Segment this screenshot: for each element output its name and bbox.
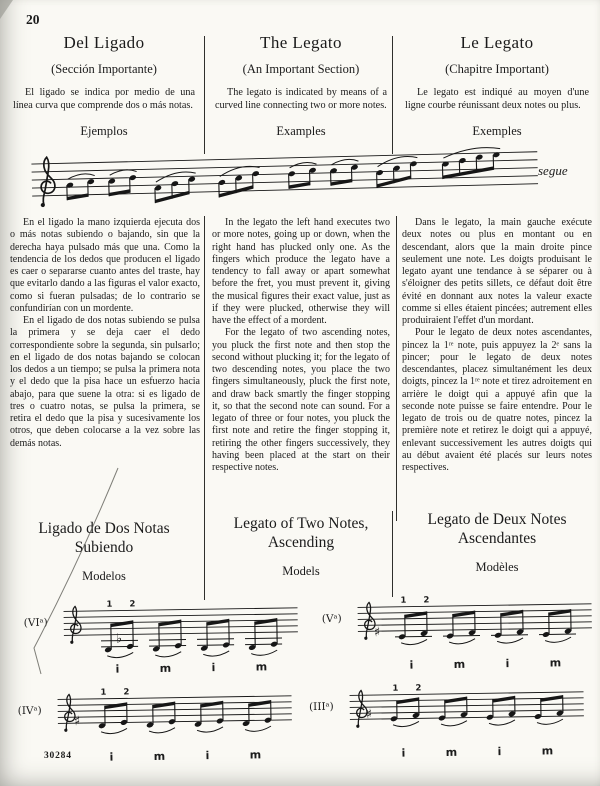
position-label: (IIIᵃ): [308, 700, 334, 714]
music-example-VIa: [11, 590, 304, 691]
models-label-french: Modèles: [475, 559, 519, 574]
section-subtitle-spanish: (Sección Importante): [51, 62, 157, 76]
bottom-heading-line1: Legato of Two Notes,: [233, 515, 369, 532]
column-divider: [392, 511, 393, 597]
body-paragraph: Pour le legato de deux notes ascendantes, pincez la 1ʳᵉ note, puis appuyez la 2ᵉ sans la pincer; pour le legato de deux notes descendantes, placez simultanément les deux doigts, pincez la 1ʳᵉ note et tirez adroitement en arrière le doigt qui a appuyé afin que la seconde note puisse se faire entendre. Pour le legato de trois ou de quatre notes, pincez la première note et retirez le doigt qui a appuyé, enlevant successivement les autres doigts qui au début avaient été placés sur leurs notes respectives.: [402, 327, 592, 473]
stroke-letters: i m i m: [401, 744, 554, 760]
column-divider: [392, 36, 393, 154]
intro-text-english: The legato is indicated by means of a curved line connecting two or more notes.: [215, 87, 387, 111]
music-example-IVa: [5, 678, 298, 779]
position-label: (IVᵃ): [17, 704, 42, 718]
page-number: 20: [26, 12, 40, 27]
music-example-Va: [305, 586, 598, 687]
body-paragraph: En el ligado de dos notas subiendo se pulsa la primera y se deja caer el dedo correspondiente sobre la segunda, sin pulsarlo; en el ligado de dos notas bajando se colocan los dedos a un tiempo; se pulsa la primera nota y el dedo que la pisa hace un esfuerzo hacia abajo, para que suene la otra: si es ligado de tres o cuatro notas, se pulsa la primera, se retira el dedo que la pisa y sucesivamente los otros, que deben colocarse a la vez sobre las demás notas.: [10, 315, 200, 449]
sharp-icon: ♯: [73, 714, 81, 730]
bottom-heading-line2: Ascending: [267, 533, 335, 551]
section-title-english: The Legato: [260, 33, 342, 52]
models-label-spanish: Modelos: [82, 568, 126, 583]
section-title-spanish: Del Ligado: [63, 33, 145, 52]
bottom-heading-english: [212, 515, 390, 579]
body-paragraph: En el ligado la mano izquierda ejecuta dos o más notas subiendo o bajando, sin que la derecha haya pulsado más que una. Como la tendencia de los dedos que producen el ligado es caer o separarse cuanto antes del traste, hay que evitarlo dando a las figuras el valor exacto, como si fueran pulsadas; de lo contrario se confundirían con un mordente.: [10, 217, 200, 314]
scan-corner-mark: [0, 0, 22, 26]
stroke-letters: i m i m: [409, 656, 562, 672]
fingering-numbers: 1 2: [106, 599, 136, 610]
position-label: (VIᵃ): [23, 616, 48, 630]
intro-text-spanish: El ligado se indica por medio de una línea curva que comprende dos o más notas.: [13, 87, 195, 111]
fingering-numbers: 1 2: [400, 595, 430, 606]
header-column-spanish: [10, 33, 198, 139]
column-divider: [204, 516, 205, 600]
header-column-french: [402, 33, 592, 139]
music-example-IIIa: [297, 674, 590, 775]
fingering-numbers: 1 2: [392, 683, 422, 694]
body-paragraph: For the legato of two ascending notes, you pluck the first note and then stop the second without plucking it; for the legato of two descending notes, you place the two fingers simultaneously, pluck the first note, and draw back smartly the finger stopping it, so that the second note can sound. For a legato of three or four notes, you pluck the first note and retire the finger stopping it, retiring the other fingers successively, they having been placed at the start on their respective notes.: [212, 327, 390, 473]
section-subtitle-french: (Chapitre Important): [445, 62, 549, 76]
bottom-heading-line2: Ascendantes: [457, 529, 537, 547]
section-title-french: Le Legato: [460, 33, 534, 52]
bottom-heading-line1: Legato de Deux Notes: [427, 511, 567, 528]
stroke-letters: i m i m: [109, 748, 262, 764]
examples-label-french: Exemples: [472, 124, 522, 139]
header-column-english: [212, 33, 390, 139]
examples-label-english: Examples: [276, 124, 326, 139]
position-label: (Vᵃ): [321, 612, 342, 626]
body-paragraph: Dans le legato, la main gauche exécute deux notes ou plus en montant ou en descendant, alors que la main droite pince seulement une note. Les doigts produisant le legato ayant une tendance à se séparer ou à s'éloigner des petits sillets, ce défaut doit être évité en donnant aux notes la valeur exacte comme si elles étaient pincées; autrement elles produiraient l'effet d'un mordant.: [402, 217, 592, 326]
flat-icon: ♭: [115, 631, 123, 647]
stroke-letters: i m i m: [115, 660, 268, 676]
fingering-numbers: 1 2: [100, 687, 130, 698]
examples-label-spanish: Ejemplos: [80, 124, 128, 139]
column-divider: [204, 36, 205, 154]
bottom-heading-french: [402, 511, 592, 575]
sharp-icon: ♯: [373, 625, 381, 641]
body-column-english: [212, 217, 390, 474]
section-subtitle-english: (An Important Section): [242, 62, 360, 76]
body-paragraph: In the legato the left hand executes two or more notes, going up or down, when the right hand has plucked only one. As the fingers which produce the legato have a tendency to fall away or apart somewhat before the fret, you must prevent it, giving the musical figures their exact value, just as if they were plucked, otherwise they will have the effect of a mordent.: [212, 217, 390, 326]
music-staff-top-svg: [5, 134, 595, 224]
bottom-heading-spanish: [10, 520, 198, 584]
plate-number: 30284: [44, 751, 72, 761]
segue-label: segue: [538, 163, 568, 178]
column-divider: [204, 216, 205, 521]
bottom-heading-line1: Ligado de Dos Notas: [38, 520, 170, 537]
intro-text-french: Le legato est indiqué au moyen d'une ligne courbe réunissant deux notes ou plus.: [405, 87, 589, 111]
body-column-french: [402, 217, 592, 474]
bottom-heading-line2: Subiendo: [74, 538, 134, 556]
sharp-icon: ♯: [365, 707, 373, 723]
column-divider: [396, 216, 397, 521]
body-column-spanish: [10, 217, 200, 450]
music-staff-top: [5, 134, 595, 224]
models-label-english: Models: [282, 563, 320, 578]
